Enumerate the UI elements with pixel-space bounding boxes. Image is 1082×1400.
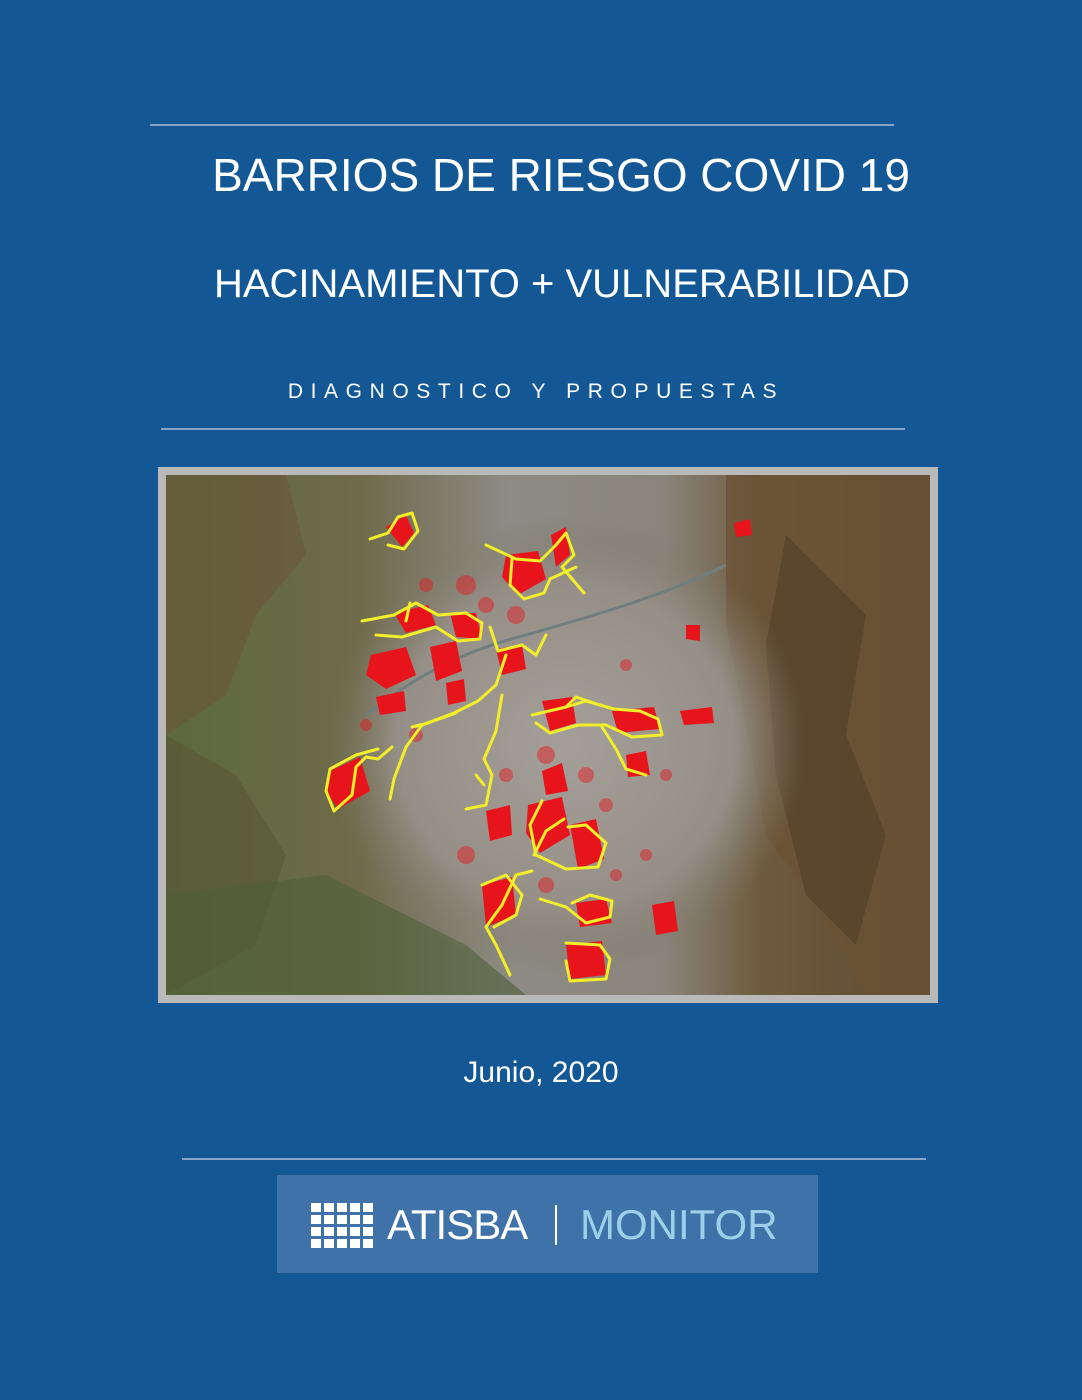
logo-product-name: MONITOR xyxy=(580,1201,778,1248)
brand-logo xyxy=(277,1175,818,1273)
cover-tagline: DIAGNOSTICO Y PROPUESTAS xyxy=(287,380,785,403)
satellite-map-image xyxy=(166,475,930,995)
top-divider xyxy=(150,124,894,126)
cover-date: Junio, 2020 xyxy=(463,1056,619,1089)
cover-title: BARRIOS DE RIESGO COVID 19 xyxy=(212,149,910,201)
cover-subtitle: HACINAMIENTO + VULNERABILIDAD xyxy=(213,262,911,306)
middle-divider xyxy=(161,428,905,430)
logo-separator xyxy=(555,1205,557,1245)
map-frame xyxy=(158,467,938,1003)
grid-logo-icon xyxy=(311,1203,375,1249)
logo-brand-name: ATISBA xyxy=(387,1201,528,1248)
bottom-divider xyxy=(182,1158,926,1160)
